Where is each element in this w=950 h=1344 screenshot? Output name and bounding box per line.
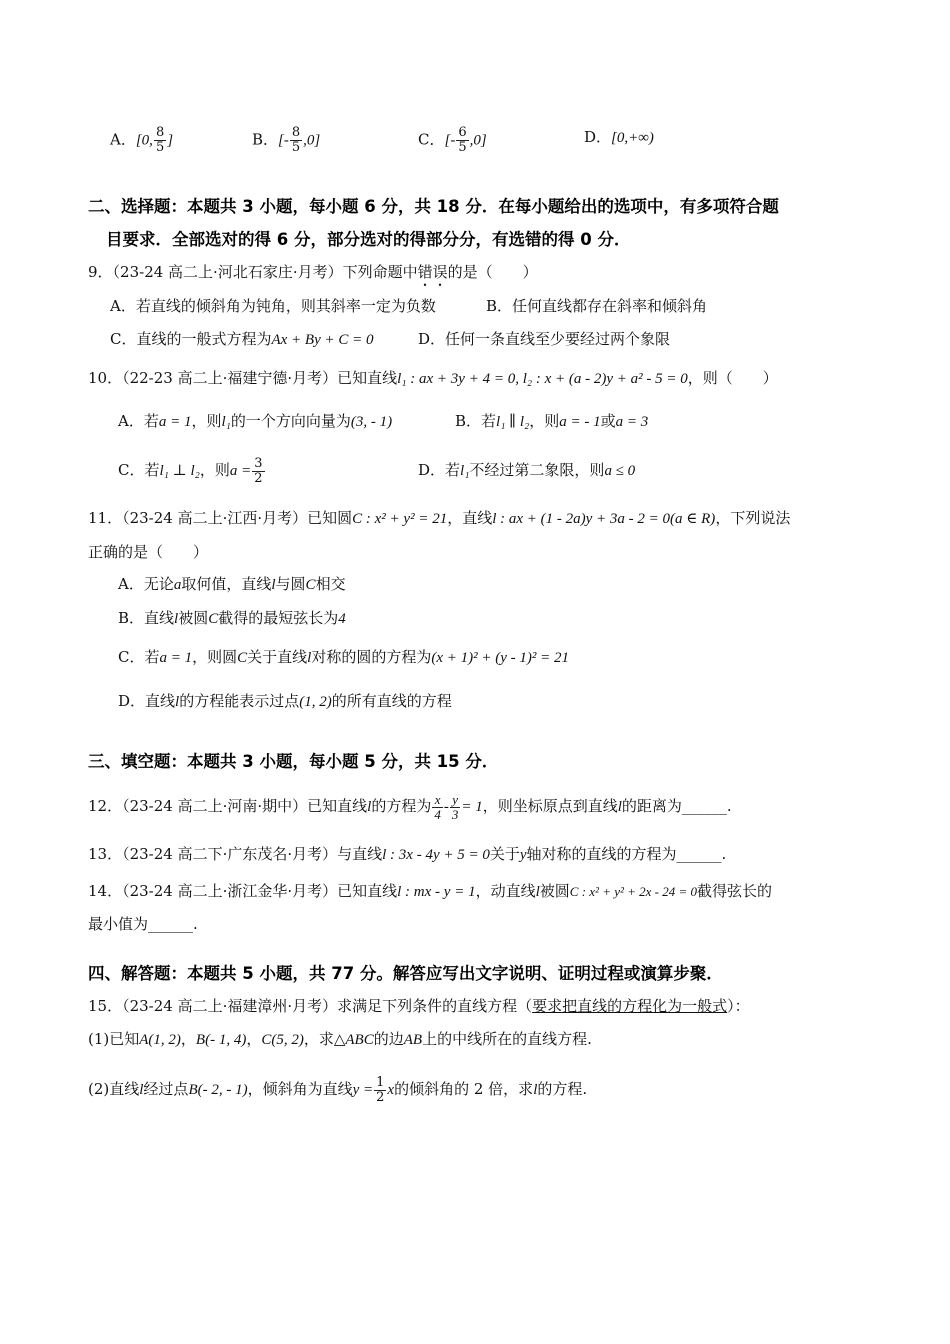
fraction: $\frac{6}{5}$: [458, 125, 467, 155]
q9-stem: 9．（23-24 高二上·河北石家庄·月考）下列命题中错误的是（ ）: [88, 263, 538, 281]
emphasis-text: 错误: [417, 263, 448, 281]
q9-option-b: B．任何直线都存在斜率和倾斜角: [486, 297, 708, 315]
q8-option-b: B．[- $\frac{8}{5}$ ,0]: [252, 125, 321, 155]
q10-option-d: D．若l₁不经过第二象限，则a ≤ 0: [418, 461, 636, 479]
section3-heading: 三、填空题：本题共 3 小题，每小题 5 分，共 15 分．: [88, 752, 499, 771]
fraction: $\frac{1}{2}$: [376, 1074, 385, 1105]
fraction: $\frac{8}{5}$: [155, 125, 165, 155]
q10-stem: 10．（22-23 高二上·福建宁德·月考）已知直线l₁ : ax + 3y + 4 = 0, l₂ : x + (a - 2)y + a² - 5 = 0，则（ ）: [88, 369, 778, 387]
q10-option-a: A．若a = 1，则l₁的一个方向向量为(3, - 1): [118, 412, 393, 430]
q8-option-a: A．[0, $\frac{8}{5}$ ]: [110, 125, 174, 155]
q11-stem-line2: 正确的是（ ）: [88, 543, 209, 561]
section4-heading: 四、解答题：本题共 5 小题，共 77 分。解答应写出文字说明、证明过程或演算步聚．: [88, 964, 723, 983]
q10-option-b: B．若l₁ ∥ l₂，则a = - 1或a = 3: [455, 412, 649, 430]
fraction: $\frac{8}{5}$: [291, 125, 301, 155]
q8-option-d: D．[0,+∞): [584, 128, 654, 146]
q14-stem-line2: 最小值为______.: [88, 915, 198, 933]
q11-option-b: B．直线l被圆C截得的最短弦长为4: [118, 609, 346, 627]
fraction: $\frac{3}{2}$: [254, 455, 263, 486]
q10-option-c: C．若l₁ ⊥ l₂，则a = $\frac{3}{2}$: [118, 455, 263, 486]
section2-heading-line1: 二、选择题：本题共 3 小题，每小题 6 分，共 18 分．在每小题给出的选项中，有多项符合题: [88, 197, 779, 216]
fraction: $\frac{y}{3}$: [451, 791, 459, 822]
underlined-text: 要求把直线的方程化为一般式: [532, 997, 728, 1015]
q15-part2: (2)直线l经过点B(- 2, - 1)，倾斜角为直线y = $\frac{1}{2}$ x的倾斜角的 2 倍，求l的方程.: [88, 1074, 588, 1105]
q11-stem: 11．（23-24 高二上·江西·月考）已知圆C : x² + y² = 21，直线l : ax + (1 - 2a)y + 3a - 2 = 0(a ∈ R)，下列说法: [88, 509, 791, 527]
q9-option-a: A．若直线的倾斜角为钝角，则其斜率一定为负数: [110, 297, 436, 315]
q12-stem: 12．（23-24 高二上·河南·期中）已知直线l的方程为 $\frac{x}{4}$ - $\frac{y}{3}$ = 1，则坐标原点到直线l的距离为______.: [88, 791, 732, 822]
q15-stem: 15．（23-24 高二上·福建漳州·月考）求满足下列条件的直线方程（要求把直线的方程化为一般式）：: [88, 997, 750, 1015]
q11-option-a: A．无论a取何值，直线l与圆C相交: [118, 575, 346, 593]
section2-heading-line2: 目要求．全部选对的得 6 分，部分选对的得部分分，有选错的得 0 分．: [106, 230, 631, 249]
q15-part1: (1)已知A(1, 2)，B(- 1, 4)，C(5, 2)，求△ABC的边AB上的中线所在的直线方程.: [88, 1030, 592, 1048]
q9-option-c: C．直线的一般式方程为Ax + By + C = 0: [110, 330, 374, 348]
fraction: $\frac{x}{4}$: [434, 791, 441, 822]
q11-option-c: C．若a = 1，则圆C关于直线l对称的圆的方程为(x + 1)² + (y - 1)² = 21: [118, 648, 569, 666]
q13-stem: 13．（23-24 高二下·广东茂名·月考）与直线l : 3x - 4y + 5 = 0关于y轴对称的直线的方程为______.: [88, 845, 727, 863]
q9-option-d: D．任何一条直线至少要经过两个象限: [418, 330, 671, 348]
q14-stem: 14．（23-24 高二上·浙江金华·月考）已知直线l : mx - y = 1，动直线l被圆C : x² + y² + 2x - 24 = 0截得弦长的: [88, 882, 773, 900]
q11-option-d: D．直线l的方程能表示过点(1, 2)的所有直线的方程: [118, 692, 452, 710]
q8-option-c: C．[- $\frac{6}{5}$ ,0]: [418, 125, 487, 155]
